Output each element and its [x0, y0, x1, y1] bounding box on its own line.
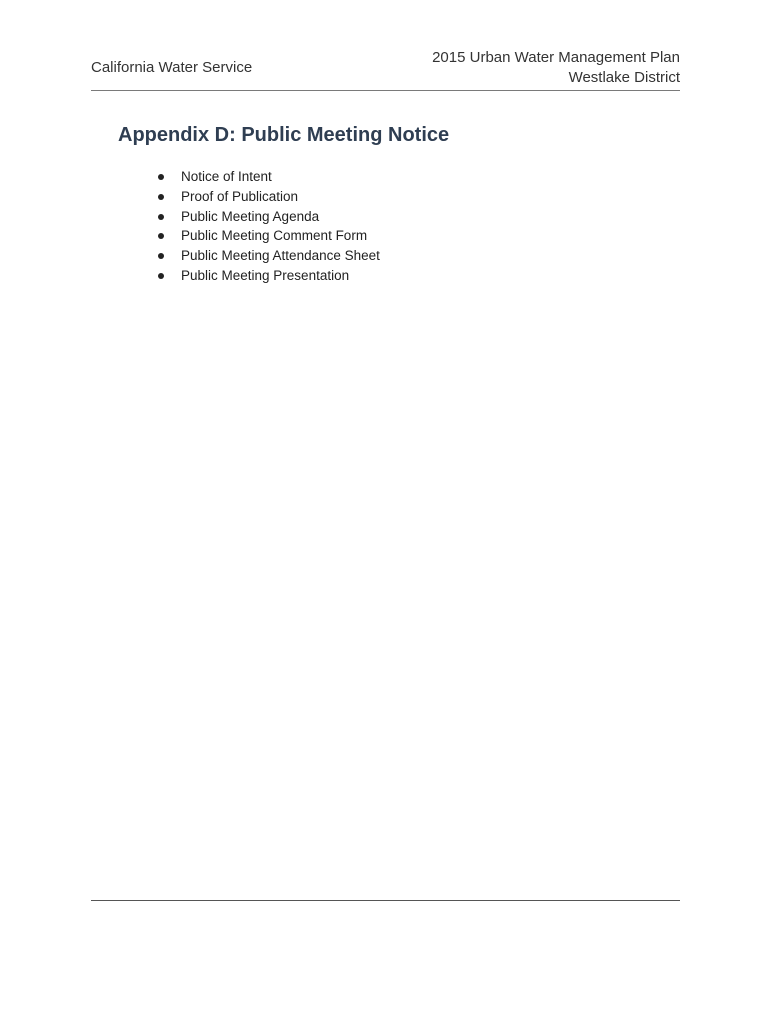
organization-name: California Water Service [91, 59, 253, 76]
list-item-label: Public Meeting Comment Form [181, 228, 368, 244]
footer-divider [91, 900, 680, 901]
district-name: Westlake District [568, 69, 680, 86]
list-item-label: Public Meeting Attendance Sheet [181, 248, 380, 264]
bullet-icon [158, 273, 164, 279]
page-title: Appendix D: Public Meeting Notice [118, 124, 450, 146]
list-item [158, 226, 380, 246]
page-header [91, 46, 680, 91]
appendix-item-list [158, 167, 380, 286]
bullet-icon [158, 214, 164, 220]
list-item [158, 167, 380, 187]
bullet-icon [158, 233, 164, 239]
plan-title: 2015 Urban Water Management Plan [432, 49, 680, 66]
header-right-block [432, 48, 680, 88]
list-item-label: Public Meeting Agenda [181, 208, 320, 224]
bullet-icon [158, 174, 164, 180]
bullet-icon [158, 253, 164, 259]
bullet-icon [158, 194, 164, 200]
list-item [158, 187, 380, 207]
list-item [158, 246, 380, 266]
list-item [158, 207, 380, 227]
list-item-label: Proof of Publication [181, 188, 299, 204]
list-item-label: Notice of Intent [181, 169, 272, 184]
list-item [158, 266, 380, 286]
list-item-label: Public Meeting Presentation [181, 267, 350, 283]
